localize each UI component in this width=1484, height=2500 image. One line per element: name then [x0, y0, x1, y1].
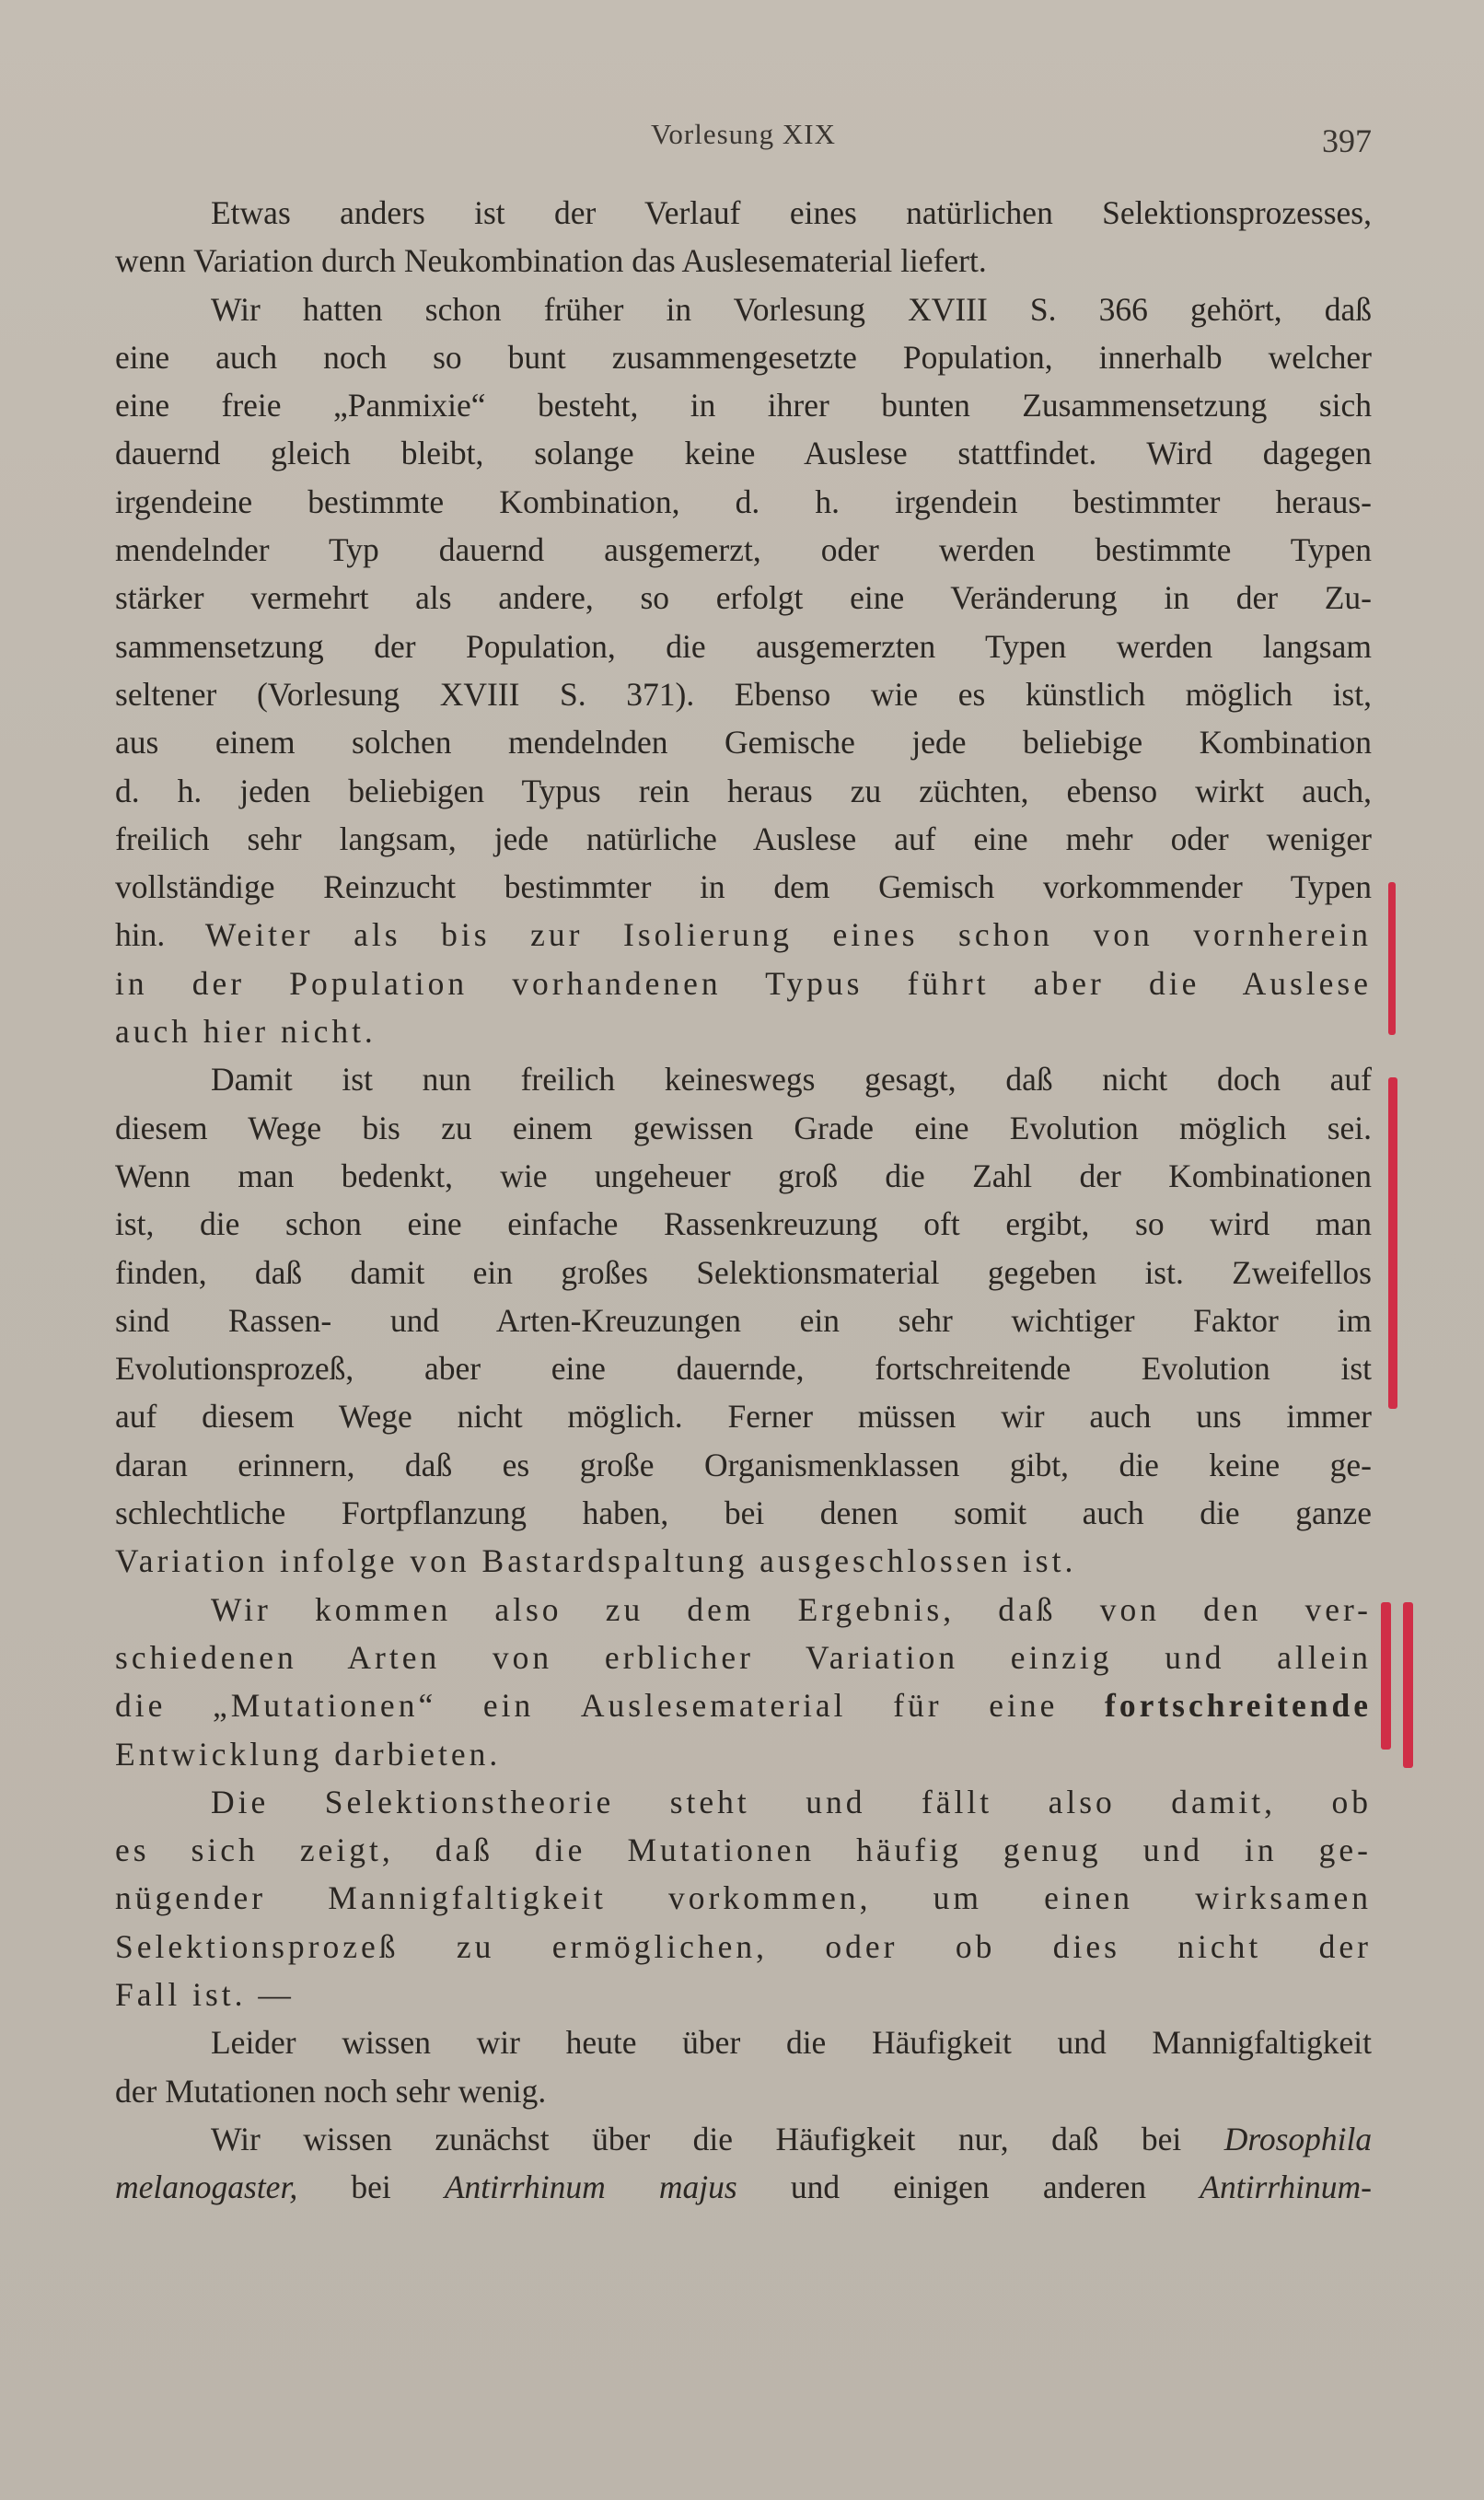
text-line: daran erinnern, daß es große Organismenklassen gibt, die keine ge- [115, 1446, 1372, 1483]
text-line: auch hier nicht. [115, 1013, 377, 1051]
text-line: irgendeine bestimmte Kombination, d. h. irgendein bestimmter heraus- [115, 483, 1372, 520]
text-line: Die Selektionstheorie steht und fällt also damit, ob [211, 1783, 1372, 1820]
text-line: vollständige Reinzucht bestimmter in dem Gemisch vorkommender Typen [115, 868, 1372, 906]
body-text [115, 189, 1372, 2211]
text-line: finden, daß damit ein großes Selektionsmaterial gegeben ist. Zweifellos [115, 1253, 1372, 1291]
page-number: 397 [1322, 122, 1372, 159]
text-line: Wir wissen zunächst über die Häufigkeit nur, daß bei Drosophila [211, 2120, 1373, 2157]
text-line: auf diesem Wege nicht möglich. Ferner müssen wir auch uns immer [115, 1398, 1372, 1436]
text-line: nügender Mannigfaltigkeit vorkommen, um einen wirksamen [115, 1879, 1372, 1917]
text-line: Wir kommen also zu dem Ergebnis, daß von den ver- [211, 1590, 1372, 1628]
text-line: Evolutionsprozeß, aber eine dauernde, fortschreitende Evolution ist [115, 1350, 1373, 1388]
text-line: wenn Variation durch Neukombination das Auslesematerial liefert. [115, 242, 987, 280]
text-line: sammensetzung der Population, die ausgemerzten Typen werden langsam [115, 627, 1372, 665]
text-line: schlechtliche Fortpflanzung haben, bei denen somit auch die ganze [115, 1494, 1372, 1532]
text-line: melanogaster, bei Antirrhinum majus und einigen anderen Antirrhinum- [115, 2169, 1373, 2206]
text-line: es sich zeigt, daß die Mutationen häufig genug und in ge- [115, 1831, 1372, 1869]
text-line: freilich sehr langsam, jede natürliche Auslese auf eine mehr oder weniger [115, 820, 1372, 857]
running-header [115, 118, 1372, 164]
text-line: Etwas anders ist der Verlauf eines natürlichen Selektionsprozesses, [211, 194, 1372, 231]
text-line: eine auch noch so bunt zusammengesetzte Population, innerhalb welcher [115, 338, 1372, 376]
text-line: Variation infolge von Bastardspaltung ausgeschlossen ist. [115, 1542, 1077, 1580]
text-line: eine freie „Panmixie“ besteht, in ihrer bunten Zusammensetzung sich [115, 387, 1372, 424]
margin-mark [1381, 1602, 1391, 1750]
margin-mark [1388, 1077, 1397, 1409]
text-line: diesem Wege bis zu einem gewissen Grade eine Evolution möglich sei. [115, 1109, 1372, 1146]
text-line: Leider wissen wir heute über die Häufigkeit und Mannigfaltigkeit [211, 2024, 1372, 2062]
text-line: Fall ist. — [115, 1975, 295, 2013]
text-line: sind Rassen- und Arten-Kreuzungen ein sehr wichtiger Faktor im [115, 1301, 1372, 1339]
margin-mark [1388, 882, 1396, 1035]
text-line: Damit ist nun freilich keineswegs gesagt, daß nicht doch auf [211, 1061, 1372, 1099]
text-line: ist, die schon eine einfache Rassenkreuzung oft ergibt, so wird man [115, 1205, 1372, 1243]
text-line: in der Population vorhandenen Typus führt aber die Auslese [115, 964, 1372, 1002]
text-line: seltener (Vorlesung XVIII S. 371). Ebenso wie es künstlich möglich ist, [115, 675, 1372, 713]
margin-mark [1403, 1602, 1413, 1768]
text-line: stärker vermehrt als andere, so erfolgt eine Veränderung in der Zu- [115, 579, 1372, 617]
text-line: mendelnder Typ dauernd ausgemerzt, oder werden bestimmte Typen [115, 531, 1372, 569]
text-line: dauernd gleich bleibt, solange keine Auslese stattfindet. Wird dagegen [115, 435, 1372, 472]
text-line: hin. Weiter als bis zur Isolierung eines schon von vornherein [115, 916, 1373, 954]
text-line: die „Mutationen“ ein Auslesematerial für eine fortschreitende [115, 1687, 1373, 1725]
text-line: schiedenen Arten von erblicher Variation einzig und allein [115, 1638, 1372, 1676]
text-line: d. h. jeden beliebigen Typus rein heraus zu züchten, ebenso wirkt auch, [115, 772, 1372, 809]
text-line: Entwicklung darbieten. [115, 1735, 502, 1773]
text-line: Wir hatten schon früher in Vorlesung XVIII S. 366 gehört, daß [211, 290, 1372, 328]
text-line: aus einem solchen mendelnden Gemische jede beliebige Kombination [115, 724, 1372, 762]
running-title: Vorlesung XIX [651, 118, 836, 150]
text-line: Selektionsprozeß zu ermöglichen, oder ob dies nicht der [115, 1927, 1372, 1965]
text-line: der Mutationen noch sehr wenig. [115, 2072, 547, 2110]
text-line: Wenn man bedenkt, wie ungeheuer groß die Zahl der Kombinationen [115, 1157, 1372, 1194]
